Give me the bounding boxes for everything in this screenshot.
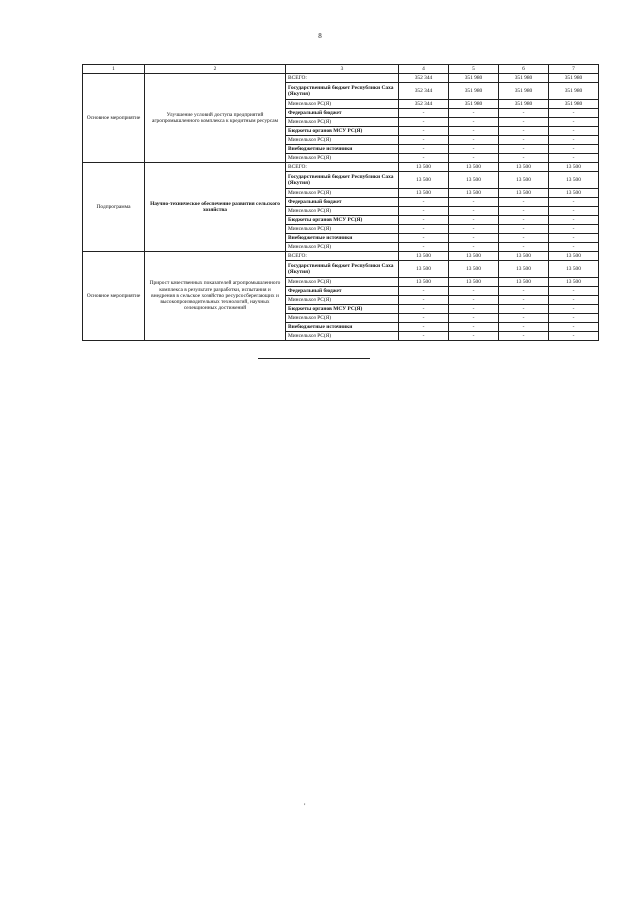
- amount-cell: -: [449, 145, 499, 154]
- funding-source-cell: Федеральный бюджет: [286, 198, 399, 207]
- amount-cell: -: [449, 323, 499, 332]
- amount-cell: -: [449, 287, 499, 296]
- table-body: [83, 74, 599, 341]
- amount-cell: 13 500: [449, 163, 499, 172]
- amount-cell: -: [449, 296, 499, 305]
- amount-cell: -: [449, 136, 499, 145]
- funding-source-cell: Внебюджетные источники: [286, 145, 399, 154]
- amount-cell: 352 344: [399, 83, 449, 100]
- amount-cell: 13 500: [449, 252, 499, 261]
- amount-cell: -: [499, 198, 549, 207]
- funding-source-cell: ВСЕГО:: [286, 163, 399, 172]
- amount-cell: -: [499, 323, 549, 332]
- header-cell: 5: [449, 65, 499, 74]
- funding-source-cell: Минсельхоз РС(Я): [286, 189, 399, 198]
- amount-cell: 13 500: [399, 172, 449, 189]
- amount-cell: -: [449, 207, 499, 216]
- amount-cell: -: [549, 154, 599, 163]
- amount-cell: -: [499, 225, 549, 234]
- amount-cell: -: [399, 225, 449, 234]
- amount-cell: 352 344: [399, 74, 449, 83]
- amount-cell: -: [449, 314, 499, 323]
- amount-cell: -: [449, 127, 499, 136]
- amount-cell: -: [549, 314, 599, 323]
- amount-cell: -: [499, 207, 549, 216]
- amount-cell: 351 980: [499, 100, 549, 109]
- amount-cell: -: [399, 198, 449, 207]
- amount-cell: 13 500: [499, 278, 549, 287]
- amount-cell: -: [549, 207, 599, 216]
- funding-source-cell: Минсельхоз РС(Я): [286, 243, 399, 252]
- amount-cell: 351 980: [549, 83, 599, 100]
- funding-source-cell: ВСЕГО:: [286, 252, 399, 261]
- amount-cell: -: [549, 323, 599, 332]
- amount-cell: -: [499, 118, 549, 127]
- amount-cell: -: [549, 305, 599, 314]
- amount-cell: -: [399, 323, 449, 332]
- table-row: [83, 74, 599, 83]
- funding-source-cell: Минсельхоз РС(Я): [286, 136, 399, 145]
- funding-source-cell: Внебюджетные источники: [286, 234, 399, 243]
- footer-divider: [258, 358, 370, 359]
- amount-cell: 351 980: [449, 74, 499, 83]
- amount-cell: 13 500: [449, 278, 499, 287]
- amount-cell: -: [549, 109, 599, 118]
- amount-cell: 13 500: [499, 261, 549, 278]
- funding-source-cell: Минсельхоз РС(Я): [286, 118, 399, 127]
- amount-cell: -: [499, 154, 549, 163]
- amount-cell: -: [549, 225, 599, 234]
- section-title-cell: Прирост качественных показателей агропромышленного комплекса в результате разработки, испытания и внедрения в сельское хозяйство ресурсосберегающих и высокопроизводительных технологий, научных селекционных достижений: [145, 252, 286, 341]
- amount-cell: 13 500: [399, 189, 449, 198]
- section-title-cell: Улучшение условий доступа предприятий агропромышленного комплекса к кредитным ресурсам: [145, 74, 286, 163]
- amount-cell: -: [449, 234, 499, 243]
- amount-cell: 352 344: [399, 100, 449, 109]
- page-mark: ,: [304, 800, 306, 806]
- amount-cell: 351 980: [449, 100, 499, 109]
- amount-cell: -: [549, 216, 599, 225]
- amount-cell: 13 500: [449, 261, 499, 278]
- header-cell: 7: [549, 65, 599, 74]
- amount-cell: -: [399, 118, 449, 127]
- header-cell: 3: [286, 65, 399, 74]
- amount-cell: 13 500: [449, 189, 499, 198]
- amount-cell: -: [399, 136, 449, 145]
- amount-cell: -: [549, 127, 599, 136]
- funding-source-cell: Федеральный бюджет: [286, 287, 399, 296]
- amount-cell: -: [399, 154, 449, 163]
- amount-cell: -: [499, 287, 549, 296]
- amount-cell: -: [399, 109, 449, 118]
- amount-cell: -: [399, 314, 449, 323]
- funding-source-cell: Минсельхоз РС(Я): [286, 296, 399, 305]
- amount-cell: -: [399, 287, 449, 296]
- amount-cell: 351 980: [499, 83, 549, 100]
- section-title-cell: Научно-техническое обеспечение развития сельского хозяйства: [145, 163, 286, 252]
- amount-cell: 351 980: [449, 83, 499, 100]
- section-type-cell: Основное мероприятие: [83, 252, 145, 341]
- amount-cell: -: [449, 225, 499, 234]
- amount-cell: 13 500: [549, 189, 599, 198]
- amount-cell: -: [399, 296, 449, 305]
- amount-cell: -: [499, 109, 549, 118]
- amount-cell: 13 500: [549, 278, 599, 287]
- amount-cell: -: [499, 305, 549, 314]
- funding-source-cell: Государственный бюджет Республики Саха (Якутия): [286, 83, 399, 100]
- amount-cell: -: [499, 216, 549, 225]
- amount-cell: -: [449, 305, 499, 314]
- funding-source-cell: Федеральный бюджет: [286, 109, 399, 118]
- amount-cell: 351 980: [549, 100, 599, 109]
- amount-cell: -: [399, 305, 449, 314]
- section-type-cell: Подпрограмма: [83, 163, 145, 252]
- amount-cell: -: [499, 127, 549, 136]
- amount-cell: -: [549, 136, 599, 145]
- amount-cell: -: [449, 216, 499, 225]
- header-cell: 1: [83, 65, 145, 74]
- amount-cell: 13 500: [499, 163, 549, 172]
- amount-cell: -: [499, 145, 549, 154]
- header-row: [83, 65, 599, 74]
- amount-cell: -: [449, 109, 499, 118]
- amount-cell: -: [499, 234, 549, 243]
- table-row: [83, 163, 599, 172]
- amount-cell: -: [499, 296, 549, 305]
- funding-source-cell: Минсельхоз РС(Я): [286, 225, 399, 234]
- funding-source-cell: Внебюджетные источники: [286, 323, 399, 332]
- amount-cell: 13 500: [399, 163, 449, 172]
- header-cell: 2: [145, 65, 286, 74]
- section-type-cell: Основное мероприятие: [83, 74, 145, 163]
- amount-cell: -: [499, 243, 549, 252]
- amount-cell: -: [399, 332, 449, 341]
- amount-cell: -: [549, 287, 599, 296]
- amount-cell: 13 500: [399, 278, 449, 287]
- amount-cell: -: [399, 207, 449, 216]
- amount-cell: -: [399, 145, 449, 154]
- funding-source-cell: Минсельхоз РС(Я): [286, 278, 399, 287]
- funding-source-cell: Минсельхоз РС(Я): [286, 207, 399, 216]
- amount-cell: -: [449, 118, 499, 127]
- amount-cell: -: [549, 198, 599, 207]
- funding-source-cell: Бюджеты органов МСУ РС(Я): [286, 305, 399, 314]
- page-number: 8: [318, 32, 322, 40]
- amount-cell: -: [499, 136, 549, 145]
- amount-cell: -: [549, 296, 599, 305]
- amount-cell: 351 980: [549, 74, 599, 83]
- amount-cell: -: [549, 234, 599, 243]
- funding-source-cell: Бюджеты органов МСУ РС(Я): [286, 216, 399, 225]
- funding-source-cell: ВСЕГО:: [286, 74, 399, 83]
- amount-cell: -: [449, 198, 499, 207]
- amount-cell: 13 500: [549, 261, 599, 278]
- table-row: [83, 252, 599, 261]
- amount-cell: -: [549, 332, 599, 341]
- amount-cell: 13 500: [549, 252, 599, 261]
- amount-cell: -: [399, 216, 449, 225]
- funding-source-cell: Бюджеты органов МСУ РС(Я): [286, 127, 399, 136]
- amount-cell: -: [399, 127, 449, 136]
- header-cell: 4: [399, 65, 449, 74]
- amount-cell: -: [549, 118, 599, 127]
- amount-cell: -: [549, 145, 599, 154]
- amount-cell: -: [499, 332, 549, 341]
- amount-cell: -: [449, 243, 499, 252]
- amount-cell: 13 500: [549, 163, 599, 172]
- funding-source-cell: Минсельхоз РС(Я): [286, 154, 399, 163]
- amount-cell: 13 500: [499, 189, 549, 198]
- header-cell: 6: [499, 65, 549, 74]
- amount-cell: -: [549, 243, 599, 252]
- amount-cell: 13 500: [399, 261, 449, 278]
- funding-source-cell: Минсельхоз РС(Я): [286, 314, 399, 323]
- funding-source-cell: Государственный бюджет Республики Саха (Якутия): [286, 172, 399, 189]
- amount-cell: 13 500: [399, 252, 449, 261]
- amount-cell: 351 980: [499, 74, 549, 83]
- amount-cell: 13 500: [549, 172, 599, 189]
- amount-cell: 13 500: [499, 252, 549, 261]
- amount-cell: -: [399, 234, 449, 243]
- funding-source-cell: Государственный бюджет Республики Саха (Якутия): [286, 261, 399, 278]
- amount-cell: 13 500: [449, 172, 499, 189]
- amount-cell: -: [499, 314, 549, 323]
- amount-cell: -: [449, 154, 499, 163]
- amount-cell: -: [449, 332, 499, 341]
- funding-source-cell: Минсельхоз РС(Я): [286, 100, 399, 109]
- amount-cell: -: [399, 243, 449, 252]
- funding-source-cell: Минсельхоз РС(Я): [286, 332, 399, 341]
- amount-cell: 13 500: [499, 172, 549, 189]
- budget-table: [82, 64, 599, 341]
